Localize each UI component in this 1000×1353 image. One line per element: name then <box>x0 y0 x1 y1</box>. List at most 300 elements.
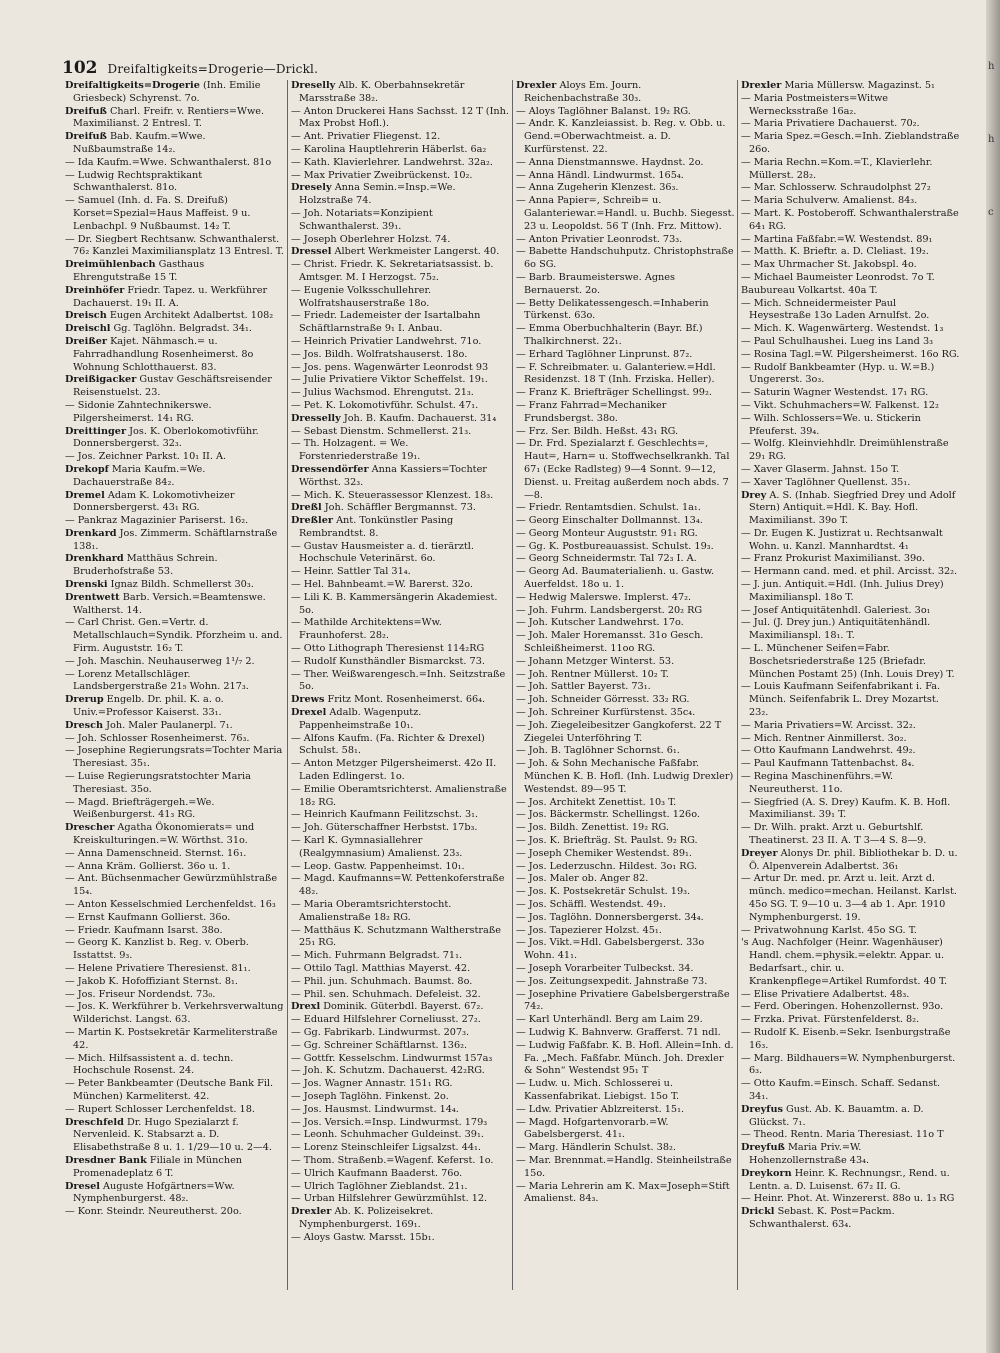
directory-entry <box>741 822 960 848</box>
directory-entry <box>516 157 735 170</box>
directory-entry <box>291 1001 510 1014</box>
entry-text: — Joh. Rentner Müllerst. 10₂ T. <box>516 668 669 680</box>
entry-text: — Mich. K. Steuerassessor Klenzest. 18₃. <box>291 489 494 501</box>
directory-entry <box>65 553 285 579</box>
directory-entry <box>291 374 510 387</box>
directory-entry <box>291 579 510 592</box>
entry-text: Gg. Taglöhn. Belgradst. 34₁. <box>110 323 252 335</box>
directory-entry <box>516 541 735 554</box>
directory-entry <box>741 758 960 771</box>
directory-entry <box>516 246 735 272</box>
entry-text: — Jos. Tapezierer Holzst. 45₁. <box>516 924 662 936</box>
directory-entry <box>291 809 510 822</box>
entry-text: — Gg. Fabrikarb. Lindwurmst. 207₃. <box>291 1026 470 1038</box>
entry-surname: Drenkard <box>65 527 117 539</box>
directory-entry <box>516 1078 735 1104</box>
directory-entry <box>516 592 735 605</box>
directory-entry <box>516 745 735 758</box>
entry-text: — Paul Schulhaushei. Lueg ins Land 3₃ <box>741 335 933 347</box>
directory-entry <box>291 643 510 656</box>
directory-entry <box>65 285 285 311</box>
entry-text: — Jos. Versich.=Insp. Lindwurmst. 179₃ <box>291 1116 488 1128</box>
directory-entry <box>516 426 735 439</box>
directory-entry <box>291 1193 510 1206</box>
entry-text: Adam K. Lokomotivheizer Donnersbergerst. 43₁ RG. <box>73 489 235 514</box>
directory-entry <box>741 490 960 528</box>
entry-text: — Michael Baumeister Leonrodst. 7o T. <box>741 271 935 283</box>
directory-entry <box>291 170 510 183</box>
entry-text: Sebast. K. Post=Packm. Schwanthalerst. 63₄. <box>749 1206 895 1230</box>
entry-text: — Anton Privatier Leonrodst. 73₃. <box>516 233 683 245</box>
entry-text: — Ludwig Faßfabr. K. B. Hofl. Allein=Inh. d. Fa. „Mech. Faßfabr. Münch. Joh. Drexler & Sohn“ Westendst 95₁ T <box>516 1039 734 1077</box>
directory-entry <box>65 490 285 516</box>
entry-text: — Luise Regierungsratstochter Maria Theresiast. 35o. <box>65 771 251 795</box>
entry-surname: Dresdner Bank <box>65 1154 147 1166</box>
directory-entry <box>741 477 960 490</box>
entry-text: — Jos. K. Werkführer b. Verkehrsverwaltung Wilderichst. Langst. 63. <box>65 1001 284 1026</box>
directory-entry <box>516 1181 735 1207</box>
directory-entry <box>516 182 735 195</box>
entry-text: — Joseph Vorarbeiter Tulbeckst. 34. <box>516 962 694 974</box>
entry-text: — Hedwig Malerswe. Implerst. 47₂. <box>516 591 692 603</box>
directory-entry <box>291 617 510 643</box>
entry-text: — Babette Handschuhputz. Christophstraße 6o SG. <box>516 246 734 271</box>
directory-entry <box>741 285 960 298</box>
entry-text: — Heinr. Phot. At. Winzererst. 88o u. 1₃ RG <box>741 1193 955 1205</box>
directory-entry <box>516 502 735 515</box>
entry-text: — Karl Unterhändl. Berg am Laim 29. <box>516 1014 703 1026</box>
directory-entry <box>516 195 735 233</box>
directory-entry <box>741 1168 960 1194</box>
directory-entry <box>65 1117 285 1155</box>
directory-entry <box>516 1117 735 1143</box>
entry-text: — Ldw. Privatier Ablzreiterst. 15₁. <box>516 1103 685 1115</box>
entry-text: Joh. Schäffler Bergmannst. 73. <box>321 502 476 514</box>
entry-text: — Matth. K. Brieftr. a. D. Cleliast. 19₂. <box>741 246 929 258</box>
entry-text: — Heinrich Kaufmann Feilitzschst. 3₁. <box>291 809 479 821</box>
entry-text: — Julie Privatiere Viktor Scheffelst. 19₁. <box>291 374 488 386</box>
entry-text: Anna Kassiers=Tochter Wörthst. 32₃. <box>299 463 487 488</box>
entry-text: — Joh. Güterschaffner Herbstst. 17b₃. <box>291 822 478 834</box>
entry-text: — Ant. Büchsenmacher Gewürzmühlstraße 15₄. <box>65 873 278 898</box>
entry-text: — Jos. Zeichner Parkst. 10₁ II. A. <box>65 451 227 463</box>
entry-text: — Betty Delikatessengesch.=Inhaberin Türkenst. 63o. <box>516 297 709 322</box>
directory-entry <box>741 413 960 439</box>
entry-text: — Joseph Oberlehrer Holzst. 74. <box>291 233 451 245</box>
entry-text: — Ottilo Tagl. Matthias Mayerst. 42. <box>291 962 471 974</box>
directory-columns <box>62 80 977 1290</box>
directory-entry <box>291 963 510 976</box>
directory-entry <box>741 566 960 579</box>
entry-text: — Mar. Brennmat.=Handlg. Steinheilstraße 15o. <box>516 1154 732 1179</box>
directory-entry <box>65 234 285 260</box>
entry-text: — Pet. K. Lokomotivführ. Schulst. 47₁. <box>291 399 479 411</box>
directory-entry <box>516 528 735 541</box>
side-mark: c <box>988 207 994 218</box>
directory-entry <box>291 1206 510 1232</box>
directory-entry <box>65 451 285 464</box>
directory-entry <box>291 758 510 784</box>
entry-text: — Marg. Bildhauers=W. Nymphenburgerst. 6₃. <box>741 1052 956 1077</box>
entry-text: — Mathilde Architektens=Ww. Fraunhoferst. 28₂. <box>291 617 442 642</box>
entry-text: — Mich. K. Wagenwärterg. Westendst. 1₃ <box>741 323 944 335</box>
entry-text: — Anton Metzger Pilgersheimerst. 42o II. Laden Edlingerst. 1o. <box>291 758 497 783</box>
entry-text: Agatha Ökonomierats= und Kreiskulturingen.=W. Wörthst. 31o. <box>73 822 255 847</box>
entry-text: — Louis Kaufmann Seifenfabrikant i. Fa. Münch. Seifenfabrik L. Drey Mozartst. 23₂. <box>741 681 941 719</box>
directory-entry <box>291 592 510 618</box>
entry-text: — Lorenz Metallschläger. Landsbergerstraße 21₅ Wohn. 217₃. <box>65 668 249 693</box>
directory-entry <box>65 937 285 963</box>
directory-entry <box>516 976 735 989</box>
entry-text: — Ernst Kaufmann Gollierst. 36o. <box>65 911 231 923</box>
entry-text: Auguste Hofgärtners=Ww. Nymphenburgerst. 48₂. <box>73 1180 235 1205</box>
directory-entry <box>516 835 735 848</box>
entry-text: — Anton Kesselschmied Lerchenfeldst. 16₃ <box>65 899 276 910</box>
directory-entry <box>291 861 510 874</box>
entry-surname: Dreselly <box>291 80 336 91</box>
entry-surname: Dreittinger <box>65 425 127 437</box>
entry-text: — Hermann cand. med. et phil. Arcisst. 32₂. <box>741 566 958 578</box>
entry-text: — Jos. K. Briefträg. St. Paulst. 9₂ RG. <box>516 835 698 847</box>
entry-text: — L. Münchener Seifen=Fabr. Boschetsriederstraße 125 (Briefadr. München Postamt 25) (Inh. Louis Drey) T. <box>741 643 955 680</box>
directory-entry <box>65 1155 285 1181</box>
directory-entry <box>741 1053 960 1079</box>
directory-entry <box>516 1104 735 1117</box>
entry-text: — Julius Wachsmod. Ehrengutst. 21₃. <box>291 387 474 399</box>
entry-text: — Josephine Privatiere Gabelsbergerstraße 74₂. <box>516 988 730 1013</box>
entry-text: Aloys Em. Journ. Reichenbachstraße 30₃. <box>524 80 642 104</box>
entry-text: — Rudolf K. Eisenb.=Sekr. Isenburgstraße 16₃. <box>741 1026 951 1051</box>
directory-entry <box>516 669 735 682</box>
entry-text: — Barb. Braumeisterswe. Agnes Bernauerst. 2o. <box>516 271 675 296</box>
directory-entry <box>65 873 285 899</box>
entry-surname: Dreifuß <box>65 105 107 117</box>
directory-entry <box>65 323 285 336</box>
directory-entry <box>741 1104 960 1130</box>
directory-entry <box>291 1168 510 1181</box>
entry-text: Fritz Mont. Rosenheimerst. 66₄. <box>324 694 486 706</box>
entry-text: — Andr. K. Kanzleiassist. b. Reg. v. Obb. u. Gend.=Oberwachtmeist. a. D. Kurfürstenst. 22. <box>516 118 726 155</box>
directory-entry <box>291 1104 510 1117</box>
entry-text: Friedr. Tapez. u. Werkführer Dachauerst. 19₁ II. A. <box>73 284 268 309</box>
entry-text: — Magd. Briefträgergeh.=We. Weißenburgerst. 41₃ RG. <box>65 796 215 821</box>
directory-entry <box>516 797 735 810</box>
entry-text: — Maria Rechn.=Kom.=T., Klavierlehr. Müllerst. 28₂. <box>741 156 933 181</box>
entry-surname: Drey <box>741 489 767 501</box>
directory-entry <box>741 720 960 733</box>
directory-entry <box>291 438 510 464</box>
entry-text: — Georg Monteur Auguststr. 91₁ RG. <box>516 527 698 539</box>
entry-text: — Otto Kaufm.=Einsch. Schaff. Sedanst. 34₁. <box>741 1078 941 1102</box>
entry-text: — Matthäus K. Schutzmann Waltherstraße 25₁ RG. <box>291 924 501 949</box>
entry-text: Maria Kaufm.=We. Dachauerstraße 84₂. <box>73 463 206 488</box>
entry-text: — Leop. Gastw. Pappenheimst. 10₁. <box>291 860 465 872</box>
entry-text: — Martin K. Postsekretär Karmeliterstraße 42. <box>65 1026 278 1051</box>
page-number: 102 <box>62 58 98 78</box>
directory-entry <box>741 745 960 758</box>
directory-entry <box>291 515 510 541</box>
entry-text: — Jos. Lederzuschn. Hildest. 3o₁ RG. <box>516 860 698 872</box>
entry-surname: Drexler <box>516 80 557 91</box>
directory-entry <box>65 374 285 400</box>
directory-entry <box>65 925 285 938</box>
directory-entry <box>65 669 285 695</box>
directory-entry <box>65 336 285 374</box>
directory-entry <box>741 617 960 643</box>
entry-text: — Aloys Taglöhner Balanst. 19₂ RG. <box>516 105 691 117</box>
entry-text: Engelb. Dr. phil. K. a. o. Univ.=Professor Kaiserst. 33₁. <box>73 694 224 719</box>
entry-text: — Rosina Tagl.=W. Pilgersheimerst. 16o RG. <box>741 348 960 360</box>
entry-text: — Heinrich Privatier Landwehrst. 71o. <box>291 335 482 347</box>
directory-entry <box>291 1155 510 1168</box>
entry-text: — Ant. Privatier Fliegenst. 12. <box>291 131 441 143</box>
directory-entry <box>65 848 285 861</box>
entry-text: — Josephine Regierungsrats=Tochter Maria Theresiast. 35₁. <box>65 745 283 770</box>
directory-entry <box>291 349 510 362</box>
entry-text: — Gg. Schreiner Schäftlarnst. 136₂. <box>291 1039 468 1051</box>
directory-entry <box>741 118 960 131</box>
entry-text: — Xaver Taglöhner Quellenst. 35₁. <box>741 476 911 488</box>
directory-entry <box>741 182 960 195</box>
entry-text: — Magd. Kaufmanns=W. Pettenkoferstraße 48₂. <box>291 873 505 898</box>
directory-entry <box>65 528 285 554</box>
entry-text: Joh. B. Kaufm. Dachauerst. 31₄ <box>340 412 497 424</box>
entry-text: — Sebast Dienstm. Schmellerst. 21₃. <box>291 425 472 437</box>
entry-text: — Theod. Rentn. Maria Theresiast. 11o T <box>741 1129 944 1141</box>
entry-surname: Drews <box>291 694 325 706</box>
directory-entry <box>741 1027 960 1053</box>
directory-entry <box>65 976 285 989</box>
entry-text: — Ida Kaufm.=Wwe. Schwanthalerst. 81o <box>65 156 272 168</box>
directory-entry <box>65 861 285 874</box>
entry-text: — Sidonie Zahntechnikerswe. Pilgersheimerst. 14₁ RG. <box>65 399 212 424</box>
entry-text: — Ther. Weißwarengesch.=Inh. Seitzstraße 5o. <box>291 668 506 693</box>
page-header <box>62 58 962 80</box>
entry-text: — Georg Schneidermstr. Tal 72₃ I. A. <box>516 553 697 565</box>
directory-entry <box>741 438 960 464</box>
directory-entry <box>741 1206 960 1232</box>
directory-entry <box>65 1104 285 1117</box>
directory-entry <box>291 80 510 106</box>
directory-entry <box>65 912 285 925</box>
entry-text: — Joseph Taglöhn. Finkenst. 2o. <box>291 1090 449 1102</box>
directory-entry <box>65 80 285 106</box>
entry-text: — Magd. Hofgartenvorarb.=W. Gabelsbergerst. 41₁. <box>516 1116 669 1141</box>
directory-entry <box>741 1129 960 1142</box>
directory-entry <box>65 131 285 157</box>
entry-surname: Dreyer <box>741 847 778 859</box>
entry-text: — Jos. Architekt Zenettist. 10₃ T. <box>516 796 677 808</box>
entry-text: Maria Müllersw. Magazinst. 5₁ <box>781 80 935 91</box>
column-4 <box>737 80 962 1290</box>
directory-entry <box>291 502 510 515</box>
directory-entry <box>741 246 960 259</box>
directory-entry <box>741 848 960 874</box>
directory-entry <box>65 259 285 285</box>
entry-text: Eugen Architekt Adalbertst. 108₂ <box>106 310 274 322</box>
directory-entry <box>741 605 960 618</box>
directory-entry <box>516 873 735 886</box>
directory-entry <box>516 400 735 426</box>
entry-text: — Ludwig Rechtspraktikant Schwanthalerst. 81o. <box>65 169 203 194</box>
directory-entry <box>291 835 510 861</box>
directory-entry <box>741 1142 960 1168</box>
directory-entry <box>65 1181 285 1207</box>
directory-entry <box>516 899 735 912</box>
entry-text: — Ulrich Taglöhner Zieblandst. 21₁. <box>291 1180 468 1192</box>
running-head: Dreifaltigkeits=Drogerie—Drickl. <box>107 62 319 76</box>
directory-entry <box>516 349 735 362</box>
directory-entry <box>65 1027 285 1053</box>
directory-entry <box>291 541 510 567</box>
entry-surname: Dresch <box>65 719 104 731</box>
entry-surname: Dreifuß <box>65 131 107 143</box>
entry-text: — Anna Dienstmannswe. Haydnst. 2o. <box>516 156 704 168</box>
directory-entry <box>516 861 735 874</box>
entry-text: — Leonh. Schuhmacher Guldeinst. 39₁. <box>291 1129 484 1141</box>
entry-surname: Dreyfuß <box>741 1142 785 1154</box>
entry-text: — Jos. Hausmst. Lindwurmst. 14₄. <box>291 1103 459 1115</box>
directory-entry <box>291 899 510 925</box>
directory-entry <box>741 336 960 349</box>
entry-surname: Dressel <box>291 246 332 258</box>
entry-text: — Xaver Glaserm. Jahnst. 15o T. <box>741 463 900 475</box>
directory-entry <box>516 963 735 976</box>
directory-entry <box>291 387 510 400</box>
directory-entry <box>291 566 510 579</box>
entry-text: — Joh. Kutscher Landwehrst. 17o. <box>516 617 684 629</box>
directory-entry <box>741 80 960 93</box>
entry-text: — Georg Einschalter Dollmannst. 13₄. <box>516 515 703 527</box>
entry-text: — Joh. Fuhrm. Landsbergerst. 20₂ RG <box>516 604 703 616</box>
entry-text: — Otto Kaufmann Landwehrst. 49₂. <box>741 745 916 757</box>
entry-text: — Maria Schulverw. Amalienst. 84₃. <box>741 195 918 207</box>
directory-entry <box>516 234 735 247</box>
directory-entry <box>741 528 960 554</box>
directory-entry <box>65 400 285 426</box>
directory-entry <box>291 1053 510 1066</box>
entry-text: — Maria Oberamtsrichterstocht. Amalienstraße 18₂ RG. <box>291 899 452 923</box>
directory-entry <box>741 937 960 988</box>
entry-text: Heinr. K. Rechnungsr., Rend. u. Lentn. a. D. Luisenst. 67₂ II. G. <box>749 1167 950 1192</box>
entry-text: — Johann Metzger Winterst. 53. <box>516 655 675 667</box>
directory-entry <box>741 349 960 362</box>
entry-text: — Emilie Oberamtsrichterst. Amalienstraße 18₂ RG. <box>291 783 507 808</box>
entry-text: — Anton Druckerei Hans Sachsst. 12 T (Inh. Max Probst Hofl.). <box>291 105 509 130</box>
entry-text: Gasthaus Ehrengutstraße 15 T. <box>73 259 205 283</box>
directory-entry <box>741 681 960 719</box>
entry-text: — Karl K. Gymnasiallehrer (Realgymnasium) Amalienst. 23₃. <box>291 835 463 859</box>
directory-entry <box>516 515 735 528</box>
directory-entry <box>65 797 285 823</box>
entry-text: — Jos. Taglöhn. Donnersbergerst. 34₄. <box>516 911 704 923</box>
entry-text: A. S. (Inhab. Siegfried Drey und Adolf Stern) Antiquit.=Hdl. K. Bay. Hofl. Maximilianst. 39o T. <box>749 489 956 527</box>
entry-text: — Wilh. Schlossers=We. u. Stickerin Pfeuferst. 39₄. <box>741 412 921 437</box>
directory-entry <box>516 758 735 796</box>
entry-surname: Dreßl <box>291 502 322 514</box>
directory-entry <box>291 1014 510 1027</box>
directory-entry <box>65 195 285 233</box>
entry-text: — F. Schreibmater. u. Galanteriew.=Hdl. Residenzst. 18 T (Inh. Frziska. Heller). <box>516 361 716 386</box>
directory-entry <box>291 1142 510 1155</box>
directory-entry <box>65 464 285 490</box>
entry-text: (Inh. Emilie Griesbeck) Schyrenst. 7o. <box>73 80 261 104</box>
directory-entry <box>65 899 285 912</box>
directory-entry <box>65 170 285 196</box>
directory-entry <box>516 362 735 388</box>
directory-entry <box>516 272 735 298</box>
directory-entry <box>516 566 735 592</box>
directory-entry <box>516 848 735 861</box>
entry-surname: Drekopf <box>65 463 109 475</box>
directory-entry <box>741 733 960 746</box>
entry-text: — Th. Holzagent. = We. Forstenriederstraße 19₁. <box>291 438 421 463</box>
directory-entry <box>65 1001 285 1027</box>
entry-text: — Jos. pens. Wagenwärter Leonrodst 93 <box>291 361 489 373</box>
entry-text: — Joh. Schlosser Rosenheimerst. 76₃. <box>65 732 250 744</box>
entry-text: Ignaz Bildh. Schmellerst 30₃. <box>107 579 254 591</box>
entry-text: — Franz Fahrrad=Mechaniker Frundsbergst. 38o. <box>516 399 667 424</box>
directory-entry <box>291 950 510 963</box>
entry-text: — Dr. Siegbert Rechtsanw. Schwanthalerst. 76₂ Kanzlei Maximiliansplatz 13 Entresl. T. <box>65 233 284 258</box>
directory-entry <box>291 182 510 208</box>
entry-text: — Carl Christ. Gen.=Vertr. d. Metallschlauch=Syndik. Pforzheim u. and. Firm. Auguststr. 16₂ T. <box>65 617 283 655</box>
entry-text: — Dr. Eugen K. Justizrat u. Rechtsanwalt Wohn. u. Kanzl. Mannhardtst. 4₁ <box>741 527 943 552</box>
directory-entry <box>516 1014 735 1027</box>
entry-text: — Joh. B. Taglöhner Schornst. 6₁. <box>516 745 680 757</box>
entry-text: — Anna Kräm. Gollierst. 36o u. 1. <box>65 860 231 872</box>
directory-entry <box>291 1091 510 1104</box>
entry-text: — Joseph Chemiker Westendst. 89₁. <box>516 847 692 859</box>
entry-text: — Hel. Bahnbeamt.=W. Barerst. 32o. <box>291 579 473 591</box>
entry-text: — Ulrich Kaufmann Baaderst. 76o. <box>291 1167 463 1179</box>
directory-entry <box>516 438 735 502</box>
entry-surname: Dreisch <box>65 310 107 322</box>
entry-text: — Jos. Friseur Nordendst. 73₀. <box>65 988 216 1000</box>
directory-entry <box>516 886 735 899</box>
entry-text: Barb. Versich.=Beamtenswe. Waltherst. 14. <box>73 591 266 616</box>
directory-entry <box>516 720 735 746</box>
entry-surname: Dreßler <box>291 515 333 527</box>
entry-surname: Dreimühlenbach <box>65 259 156 271</box>
entry-text: Dr. Hugo Spezialarzt f. Nervenleid. K. Stabsarzt a. D. Elisabethstraße 8 u. 1. 1/29—10 u. 2—4. <box>73 1116 272 1154</box>
directory-entry <box>291 1117 510 1130</box>
directory-entry <box>741 925 960 938</box>
directory-entry <box>291 784 510 810</box>
entry-text: — Paul Kaufmann Tattenbachst. 8₄. <box>741 758 915 770</box>
directory-entry <box>741 579 960 605</box>
directory-entry <box>65 822 285 848</box>
entry-text: — Pankraz Magazinier Pariserst. 16₂. <box>65 515 249 527</box>
entry-text: — Helene Privatiere Theresienst. 81₁. <box>65 962 251 974</box>
entry-text: Charl. Freifr. v. Rentiers=Wwe. Maximilianst. 2 Entresl. T. <box>73 105 265 130</box>
entry-text: — Mich. Schneidermeister Paul Heysestraße 13o Laden Arnulfst. 2o. <box>741 297 930 322</box>
directory-entry <box>741 234 960 247</box>
directory-entry <box>741 553 960 566</box>
directory-entry <box>65 515 285 528</box>
directory-entry <box>516 822 735 835</box>
entry-text: — Ludwig K. Bahnverw. Grafferst. 71 ndl. <box>516 1026 721 1038</box>
entry-surname: Drenski <box>65 579 108 591</box>
directory-entry <box>741 259 960 272</box>
side-mark: h <box>988 134 995 145</box>
directory-entry <box>741 362 960 388</box>
directory-entry <box>65 771 285 797</box>
directory-entry <box>516 387 735 400</box>
directory-entry <box>516 1155 735 1181</box>
entry-text: — Gg. K. Postbureauassist. Schulst. 19₃. <box>516 540 714 552</box>
entry-text: — Joh. Notariats=Konzipient Schwanthalerst. 39₁. <box>291 207 433 232</box>
